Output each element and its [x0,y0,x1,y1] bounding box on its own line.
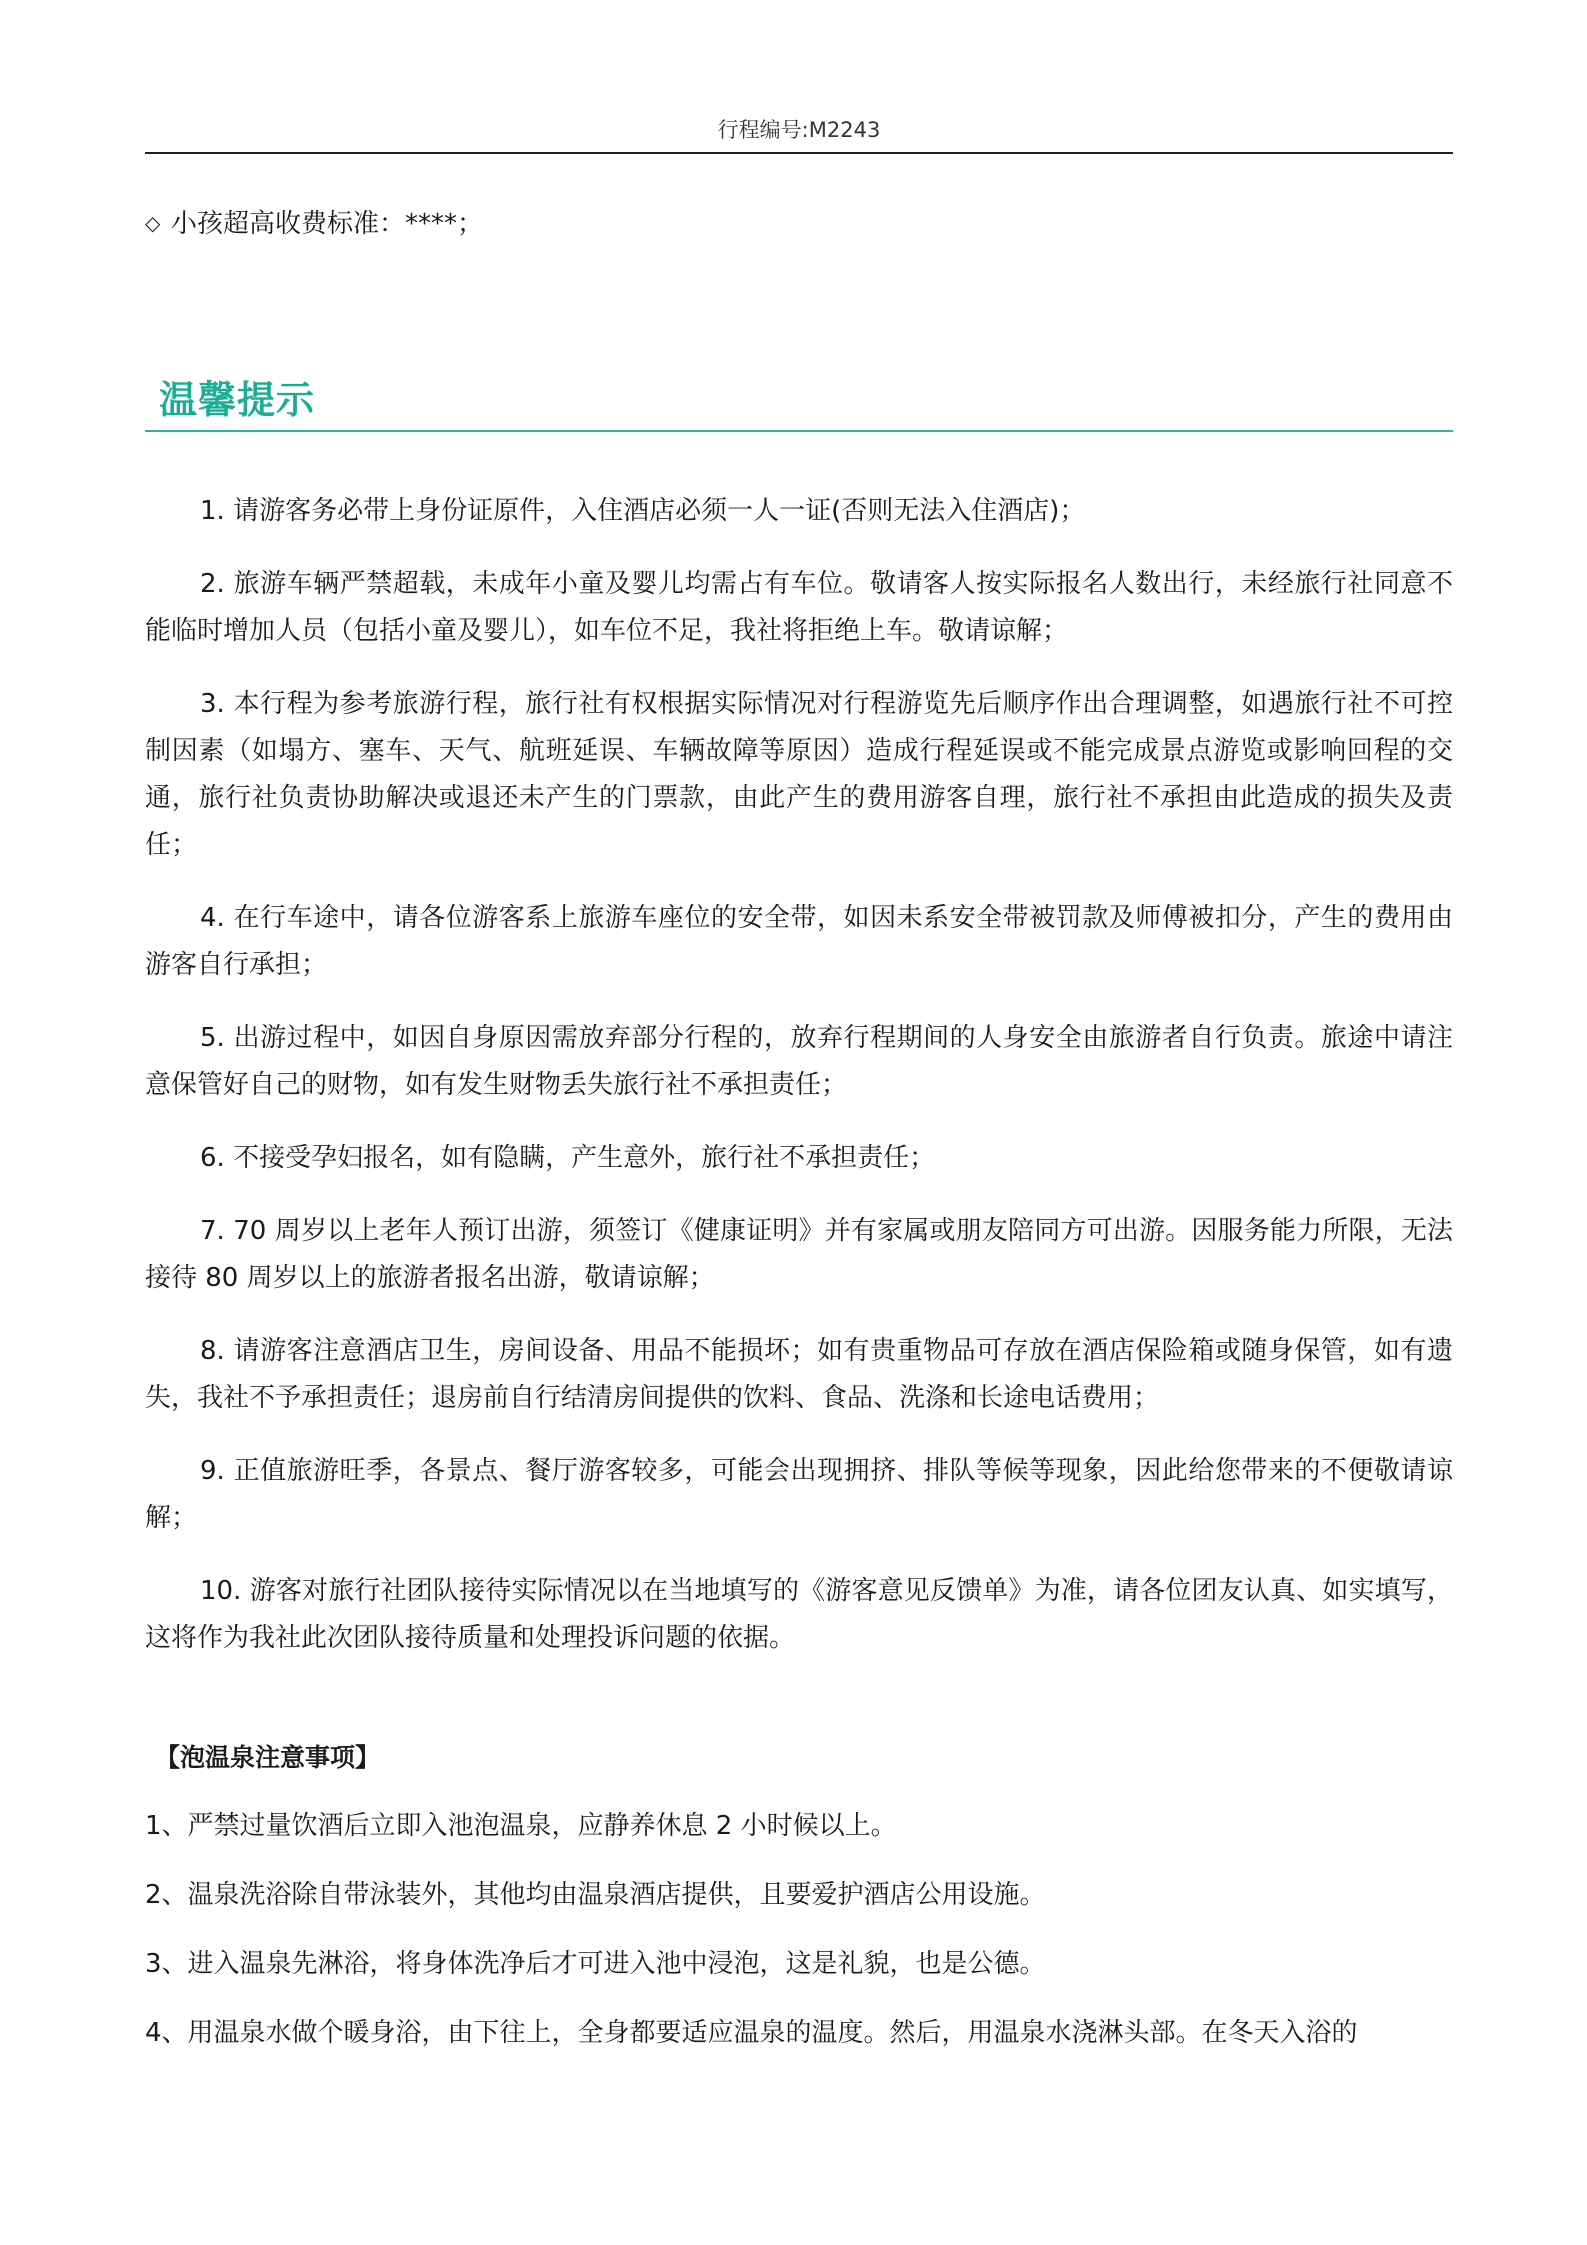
diamond-bullet-icon: ◇ [145,211,161,235]
tip-item: 9. 正值旅游旺季，各景点、餐厅游客较多，可能会出现拥挤、排队等候等现象，因此给您带来的不便敬请谅解； [145,1456,1453,1533]
section-heading [145,365,1453,432]
tip-item: 6. 不接受孕妇报名，如有隐瞒，产生意外，旅行社不承担责任； [200,1143,936,1173]
tip-item: 5. 出游过程中，如因自身原因需放弃部分行程的，放弃行程期间的人身安全由旅游者自行负责。旅途中请注意保管好自己的财物，如有发生财物丢失旅行社不承担责任； [145,1023,1453,1100]
tip-item: 2. 旅游车辆严禁超载，未成年小童及婴儿均需占有车位。敬请客人按实际报名人数出行，未经旅行社同意不能临时增加人员（包括小童及婴儿），如车位不足，我社将拒绝上车。敬请谅解； [145,569,1453,646]
hot-spring-item: 4、用温泉水做个暖身浴，由下往上，全身都要适应温泉的温度。然后，用温泉水浇淋头部。在冬天入浴的 [145,2018,1358,2048]
hot-spring-item: 1、严禁过量饮酒后立即入池泡温泉，应静养休息 2 小时候以上。 [145,1811,897,1841]
tips-list [145,488,1453,1688]
hot-spring-item: 2、温泉洗浴除自带泳装外，其他均由温泉酒店提供，且要爱护酒店公用设施。 [145,1880,1046,1910]
child-fee-line [145,203,483,244]
tip-item: 4. 在行车途中，请各位游客系上旅游车座位的安全带，如因未系安全带被罚款及师傅被扣分，产生的费用由游客自行承担； [145,903,1453,980]
tip-item: 10. 游客对旅行社团队接待实际情况以在当地填写的《游客意见反馈单》为准，请各位团友认真、如实填写，这将作为我社此次团队接待质量和处理投诉问题的依据。 [145,1576,1453,1653]
child-fee-text: 小孩超高收费标准：****； [171,209,484,239]
page-header [145,112,1453,154]
tip-item: 7. 70 周岁以上老年人预订出游，须签订《健康证明》并有家属或朋友陪同方可出游。因服务能力所限，无法接待 80 周岁以上的旅游者报名出游，敬请谅解； [145,1216,1453,1293]
hot-spring-title: 【泡温泉注意事项】 [155,1743,381,1772]
section-title: 温馨提示 [159,378,316,422]
tip-item: 8. 请游客注意酒店卫生，房间设备、用品不能损坏；如有贵重物品可存放在酒店保险箱或随身保管，如有遗失，我社不予承担责任；退房前自行结清房间提供的饮料、食品、洗涤和长途电话费用； [145,1336,1453,1413]
hot-spring-item: 3、进入温泉先淋浴，将身体洗净后才可进入池中浸泡，这是礼貌，也是公德。 [145,1949,1046,1979]
tip-item: 3. 本行程为参考旅游行程，旅行社有权根据实际情况对行程游览先后顺序作出合理调整，如遇旅行社不可控制因素（如塌方、塞车、天气、航班延误、车辆故障等原因）造成行程延误或不能完成景点游览或影响回程的交通，旅行社负责协助解决或退还未产生的门票款，由此产生的费用游客自理，旅行社不承担由此造成的损失及责任； [145,689,1453,860]
tip-item: 1. 请游客务必带上身份证原件，入住酒店必须一人一证(否则无法入住酒店)； [200,496,1086,526]
trip-number: 行程编号:M2243 [717,118,881,142]
